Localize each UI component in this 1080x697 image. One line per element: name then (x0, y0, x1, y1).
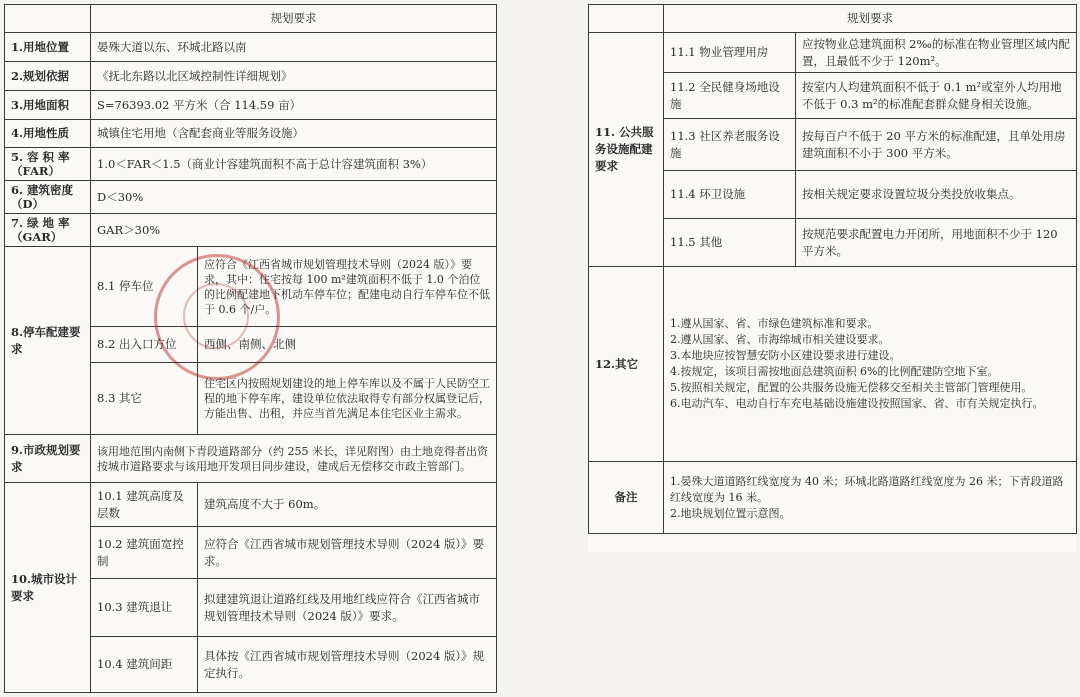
urban-item-value: 具体按《江西省城市规划管理技术导则（2024 版）》规定执行。 (198, 637, 497, 693)
parking-item-value: 西侧、南侧、北侧 (198, 327, 497, 363)
row-label: 6. 建筑密度 （D） (5, 181, 91, 214)
other-value (664, 267, 1077, 462)
urban-label: 10.城市设计要求 (5, 483, 91, 693)
parking-item-value: 应符合《江西省城市规划管理技术导则（2024 版）》要求，其中：住宅按每 100 m²建筑面积不低于 1.0 个泊位的比例配建地下机动车停车位；配建电动自行车停车位不低于 0.6 个/户。 (198, 247, 497, 327)
public-item-value: 按室内人均建筑面积不低于 0.1 m²或室外人均用地不低于 0.3 m²的标准配套群众健身相关设施。 (796, 73, 1077, 119)
public-item-label: 11.2 全民健身场地设施 (664, 73, 796, 119)
row-label: 7. 绿 地 率 （GAR） (5, 214, 91, 247)
parking-item-label: 8.2 出入口方位 (91, 327, 198, 363)
parking-label: 8.停车配建要求 (5, 247, 91, 435)
parking-item-label: 8.3 其它 (91, 363, 198, 435)
municipal-label: 9.市政规划要求 (5, 435, 91, 483)
row-value: 晏殊大道以东、环城北路以南 (91, 33, 497, 62)
row-value: S=76393.02 平方米（合 114.59 亩） (91, 91, 497, 120)
right-header: 规划要求 (664, 5, 1077, 33)
other-line: 5.按照相关规定，配置的公共服务设施无偿移交至相关主管部门管理使用。 (670, 381, 1033, 394)
right-table (588, 4, 1077, 534)
row-value: GAR＞30% (91, 214, 497, 247)
other-line: 3.本地块应按智慧安防小区建设要求进行建设。 (670, 349, 901, 362)
row-label: 4.用地性质 (5, 120, 91, 148)
right-sheet (588, 4, 1076, 552)
notes-value (664, 462, 1077, 534)
left-header: 规划要求 (91, 5, 497, 33)
public-item-value: 按规范要求配置电力开闭所，用地面积不少于 120 平方米。 (796, 219, 1077, 267)
public-item-label: 11.4 环卫设施 (664, 171, 796, 219)
left-sheet (4, 4, 496, 694)
public-item-label: 11.1 物业管理用房 (664, 33, 796, 73)
other-line: 1.遵从国家、省、市绿色建筑标准和要求。 (670, 317, 879, 330)
public-item-value: 应按物业总建筑面积 2‰的标准在物业管理区域内配置，且最低不少于 120m²。 (796, 33, 1077, 73)
row-value: 《抚北东路以北区域控制性详细规划》 (91, 62, 497, 91)
urban-item-label: 10.4 建筑间距 (91, 637, 198, 693)
row-value: 城镇住宅用地（含配套商业等服务设施） (91, 120, 497, 148)
left-table (4, 4, 497, 693)
urban-item-value: 建筑高度不大于 60m。 (198, 483, 497, 527)
urban-item-label: 10.1 建筑高度及层数 (91, 483, 198, 527)
row-label: 2.规划依据 (5, 62, 91, 91)
row-label: 1.用地位置 (5, 33, 91, 62)
notes-label: 备注 (589, 462, 664, 534)
other-label: 12.其它 (589, 267, 664, 462)
urban-item-label: 10.2 建筑面宽控制 (91, 527, 198, 579)
public-item-label: 11.5 其他 (664, 219, 796, 267)
parking-item-label: 8.1 停车位 (91, 247, 198, 327)
notes-line: 2.地块规划位置示意图。 (670, 506, 791, 520)
other-line: 6.电动汽车、电动自行车充电基础设施建设按照国家、省、市有关规定执行。 (670, 397, 1044, 410)
municipal-value: 该用地范围内南侧下青段道路部分（约 255 米长，详见附图）由土地竞得者出资按城市道路要求与该用地开发项目同步建设，建成后无偿移交市政主管部门。 (91, 435, 497, 483)
public-item-label: 11.3 社区养老服务设施 (664, 119, 796, 171)
public-item-value: 按每百户不低于 20 平方米的标准配建，且单处用房建筑面积不小于 300 平方米。 (796, 119, 1077, 171)
urban-item-value: 拟建建筑退让道路红线及用地红线应符合《江西省城市规划管理技术导则（2024 版）》要求。 (198, 579, 497, 637)
row-label: 5. 容 积 率 （FAR） (5, 148, 91, 181)
right-corner-cell (589, 5, 664, 33)
row-label: 3.用地面积 (5, 91, 91, 120)
other-line: 2.遵从国家、省、市海绵城市相关建设要求。 (670, 333, 890, 346)
public-item-value: 按相关规定要求设置垃圾分类投放收集点。 (796, 171, 1077, 219)
row-value: D＜30% (91, 181, 497, 214)
notes-line: 1.晏殊大道道路红线宽度为 40 米；环城北路道路红线宽度为 26 米；下青段道路红线宽度为 16 米。 (670, 474, 1064, 504)
urban-item-value: 应符合《江西省城市规划管理技术导则（2024 版）》要求。 (198, 527, 497, 579)
parking-item-value: 住宅区内按照规划建设的地上停车库以及不属于人民防空工程的地下停车库，建设单位依法取得专有部分权属登记后，方能出售、出租，并应当首先满足本住宅区业主需求。 (198, 363, 497, 435)
public-label: 11. 公共服务设施配建要求 (589, 33, 664, 267)
urban-item-label: 10.3 建筑退让 (91, 579, 198, 637)
row-value: 1.0＜FAR＜1.5（商业计容建筑面积不高于总计容建筑面积 3%） (91, 148, 497, 181)
other-line: 4.按规定，该项目需按地面总建筑面积 6%的比例配建防空地下室。 (670, 365, 999, 378)
left-corner-cell (5, 5, 91, 33)
